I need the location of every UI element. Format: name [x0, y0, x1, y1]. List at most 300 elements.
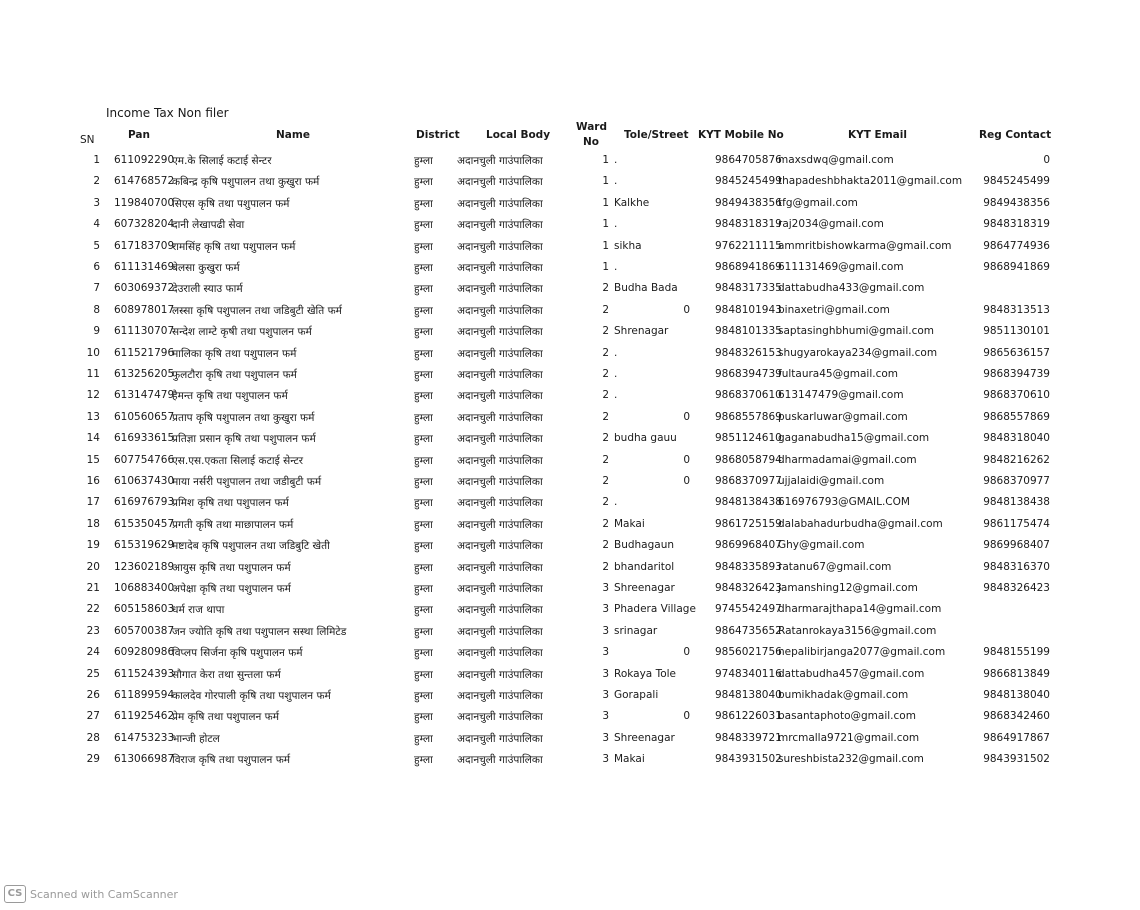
cell-district: हुम्ला	[414, 476, 433, 488]
header-sn: SN	[80, 134, 95, 146]
cell-sn: 4	[93, 218, 100, 231]
cell-email: 611131469@gmail.com	[778, 261, 904, 273]
cell-local-body: अदानचुली गाउंपालिका	[457, 497, 543, 510]
cell-ward: 2	[602, 410, 609, 423]
table-row	[0, 579, 1140, 600]
cell-name: दानी लेखापढी सेवा	[172, 219, 245, 232]
cell-district: हुम्ला	[414, 754, 433, 767]
cell-mobile: 9848326153	[715, 346, 782, 359]
cell-tole: srinagar	[614, 624, 658, 637]
cell-sn: 26	[86, 689, 100, 701]
cell-tole: Makai	[614, 753, 645, 766]
cell-district: हुम्ला	[414, 219, 433, 232]
cell-pan: 611925462	[114, 710, 175, 723]
cell-mobile: 9848339721	[715, 731, 782, 744]
table-row	[0, 686, 1140, 707]
cell-tole: .	[614, 218, 618, 231]
cell-ward: 3	[602, 731, 609, 744]
cell-sn: 5	[93, 239, 100, 252]
cell-mobile: 9868370977	[715, 475, 782, 487]
cell-mobile: 9848326423	[715, 582, 782, 594]
table-row	[0, 451, 1140, 472]
cell-pan: 611899594	[114, 689, 175, 701]
cell-sn: 2	[93, 175, 100, 188]
cell-reg-contact: 9848316370	[983, 560, 1050, 573]
cell-mobile: 9861725159	[715, 517, 782, 530]
cell-local-body: अदानचुली गाउंपालिका	[457, 347, 543, 360]
cell-name: सिएस कृषि तथा पशुपालन फर्म	[172, 197, 290, 210]
cell-mobile: 9868394739	[715, 368, 782, 380]
cell-mobile: 9868941869	[715, 261, 782, 273]
cell-district: हुम्ला	[414, 583, 433, 595]
table-row	[0, 707, 1140, 728]
cell-tole: sikha	[614, 239, 642, 252]
cell-tole: bhandaritol	[614, 560, 675, 573]
cell-tole: budha gauu	[614, 432, 677, 445]
cell-name: एस.एस.एकता सिलाई कटाई सेन्टर	[172, 454, 304, 467]
cell-ward: 1	[602, 154, 609, 166]
cell-local-body: अदानचुली गाउंपालिका	[457, 711, 543, 724]
cell-email: dattabudha457@gmail.com	[778, 667, 925, 680]
cell-reg-contact: 9848326423	[983, 582, 1050, 594]
cell-tole: .	[614, 175, 618, 188]
cell-sn: 7	[93, 282, 100, 295]
cell-mobile: 9845245499	[715, 175, 782, 188]
cell-district: हुम्ला	[414, 518, 433, 531]
cell-mobile: 9869968407	[715, 539, 782, 552]
cell-sn: 10	[86, 346, 100, 359]
cell-ward: 3	[602, 582, 609, 594]
cell-reg-contact: 9843931502	[983, 753, 1050, 766]
cell-reg-contact: 9869968407	[983, 539, 1050, 552]
table-row	[0, 558, 1140, 579]
cell-district: हुम्ला	[414, 283, 433, 296]
cell-tole: .	[614, 389, 618, 402]
cell-tole: Shreenagar	[614, 582, 675, 594]
cell-email: gaganabudha15@gmail.com	[778, 432, 930, 445]
cell-local-body: अदानचुली गाउंपालिका	[457, 262, 543, 274]
cell-email: dattabudha433@gmail.com	[778, 282, 925, 295]
cell-district: हुम्ला	[414, 197, 433, 210]
cell-pan: 609280986	[114, 646, 175, 659]
cell-email: dharmarajthapa14@gmail.com	[778, 603, 942, 616]
cell-ward: 3	[602, 646, 609, 659]
cell-local-body: अदानचुली गाउंपालिका	[457, 754, 543, 767]
cell-email: binaxetri@gmail.com	[778, 303, 890, 316]
cell-local-body: अदानचुली गाउंपालिका	[457, 647, 543, 660]
cell-mobile: 9848318319	[715, 218, 782, 231]
cell-pan: 607754766	[114, 453, 175, 466]
cell-district: हुम्ला	[414, 433, 433, 446]
cell-pan: 614753233	[114, 731, 175, 744]
cell-ward: 1	[602, 218, 609, 231]
cell-tole: Rokaya Tole	[614, 667, 676, 680]
cell-email: 613147479@gmail.com	[778, 389, 904, 402]
cell-district: हुम्ला	[414, 411, 433, 424]
cell-tole: Phadera Village	[614, 603, 696, 616]
cell-mobile: 9861226031	[715, 710, 782, 723]
watermark-text: Scanned with CamScanner	[30, 887, 178, 901]
cell-sn: 18	[86, 517, 100, 530]
cell-local-body: अदानचुली गाउंपालिका	[457, 283, 543, 296]
table-row	[0, 279, 1140, 300]
cell-local-body: अदानचुली गाउंपालिका	[457, 176, 543, 189]
cell-ward: 2	[602, 368, 609, 380]
table-row	[0, 194, 1140, 215]
cell-email: basantaphoto@gmail.com	[778, 710, 916, 723]
header-ward-no: No	[582, 136, 599, 148]
cell-name: एम.के सिलाई कटाई सेन्टर	[172, 155, 272, 167]
cell-sn: 12	[86, 389, 100, 402]
cell-reg-contact: 9868557869	[983, 410, 1050, 423]
camscanner-logo-icon: CS	[4, 885, 26, 903]
document-title: Income Tax Non filer	[106, 106, 229, 120]
cell-email: 616976793@GMAIL.COM	[778, 496, 910, 509]
table-row	[0, 408, 1140, 429]
cell-name: लस्सा कृषि पशुपालन तथा जडिबुटी खेति फर्म	[172, 304, 342, 317]
cell-mobile: 9848317335	[715, 282, 782, 295]
cell-local-body: अदानचुली गाउंपालिका	[457, 476, 543, 488]
cell-sn: 14	[86, 432, 100, 445]
cell-district: हुम्ला	[414, 304, 433, 317]
cell-ward: 1	[602, 196, 609, 209]
cell-pan: 607328204	[114, 218, 175, 231]
cell-pan: 611131469	[114, 261, 175, 273]
table-row	[0, 429, 1140, 450]
cell-tole: .	[614, 154, 618, 166]
cell-sn: 17	[86, 496, 100, 509]
cell-local-body: अदानचुली गाउंपालिका	[457, 390, 543, 403]
cell-email: dalabahadurbudha@gmail.com	[778, 517, 943, 530]
cell-local-body: अदानचुली गाउंपालिका	[457, 540, 543, 553]
header-district: District	[416, 129, 460, 141]
cell-ward: 3	[602, 710, 609, 723]
cell-name: प्रेम कृषि तथा पशुपालन फर्म	[172, 711, 279, 724]
cell-ward: 2	[602, 539, 609, 552]
header-reg-contact: Reg Contact	[979, 129, 1052, 141]
cell-email: Ghy@gmail.com	[778, 539, 865, 552]
cell-sn: 21	[86, 582, 100, 594]
cell-district: हुम्ला	[414, 711, 433, 724]
header-tole: Tole/Street	[624, 129, 689, 141]
cell-ward: 1	[602, 239, 609, 252]
cell-reg-contact: 9866813849	[983, 667, 1050, 680]
cell-reg-contact: 9868342460	[983, 710, 1050, 723]
cell-sn: 9	[93, 325, 100, 338]
cell-reg-contact: 9868941869	[983, 261, 1050, 273]
cell-tole-number: 0	[683, 453, 690, 466]
cell-reg-contact: 9851130101	[983, 325, 1050, 338]
cell-mobile: 9856021756	[715, 646, 782, 659]
cell-name: आयुस कृषि तथा पशुपालन फर्म	[172, 561, 291, 574]
table-row	[0, 643, 1140, 664]
cell-name: कालदेव गोरपाली कृषि तथा पशुपालन फर्म	[172, 690, 331, 702]
table-row	[0, 515, 1140, 536]
cell-local-body: अदानचुली गाउंपालिका	[457, 433, 543, 446]
cell-name: कबिन्द्र कृषि पशुपालन तथा कुखुरा फर्म	[172, 176, 320, 189]
cell-name: धर्म राज थापा	[172, 604, 225, 617]
cell-ward: 2	[602, 496, 609, 509]
header-local-body: Local Body	[486, 129, 551, 141]
cell-email: puskarluwar@gmail.com	[778, 410, 908, 423]
cell-ward: 3	[602, 603, 609, 616]
cell-ward: 2	[602, 346, 609, 359]
cell-email: ammritbishowkarma@gmail.com	[778, 239, 952, 252]
table-row	[0, 151, 1140, 172]
cell-mobile: 9868557869	[715, 410, 782, 423]
cell-sn: 24	[86, 646, 100, 659]
cell-district: हुम्ला	[414, 668, 433, 681]
cell-reg-contact: 9849438356	[983, 196, 1050, 209]
cell-tole: Budha Bada	[614, 282, 678, 295]
table-row	[0, 386, 1140, 407]
table-row	[0, 665, 1140, 686]
cell-name: प्रगती कृषि तथा माछापालन फर्म	[172, 518, 294, 531]
cell-ward: 3	[602, 624, 609, 637]
header-name: Name	[276, 129, 310, 141]
cell-reg-contact: 9848138438	[983, 496, 1050, 509]
cell-sn: 27	[86, 710, 100, 723]
table-row	[0, 493, 1140, 514]
cell-reg-contact: 9848318040	[983, 432, 1050, 445]
cell-reg-contact: 9864917867	[983, 731, 1050, 744]
cell-ward: 1	[602, 175, 609, 188]
cell-tole: Shreenagar	[614, 731, 675, 744]
cell-mobile: 9851124610	[715, 432, 782, 445]
table-row	[0, 237, 1140, 258]
cell-email: thapadeshbhakta2011@gmail.com	[778, 175, 963, 188]
cell-pan: 605158603	[114, 603, 175, 616]
cell-email: nepalibirjanga2077@gmail.com	[778, 646, 946, 659]
cell-local-body: अदानचुली गाउंपालिका	[457, 326, 543, 339]
cell-name: सौगात केरा तथा सुन्तला फर्म	[172, 668, 281, 681]
cell-tole: .	[614, 346, 618, 359]
table-row	[0, 536, 1140, 557]
cell-local-body: अदानचुली गाउंपालिका	[457, 668, 543, 681]
cell-sn: 29	[86, 753, 100, 766]
header-pan: Pan	[128, 129, 150, 141]
cell-district: हुम्ला	[414, 454, 433, 467]
cell-pan: 616933615	[114, 432, 175, 445]
cell-tole-number: 0	[683, 646, 690, 659]
cell-sn: 3	[93, 196, 100, 209]
table-row	[0, 365, 1140, 386]
cell-district: हुम्ला	[414, 155, 433, 167]
cell-sn: 22	[86, 603, 100, 616]
cell-pan: 603069372	[114, 282, 175, 295]
table-row	[0, 172, 1140, 193]
cell-reg-contact: 0	[1043, 154, 1050, 166]
cell-reg-contact: 9848138040	[983, 689, 1050, 701]
cell-name: अपेक्षा कृषि तथा पशुपालन फर्म	[172, 583, 291, 595]
cell-sn: 6	[93, 261, 100, 273]
cell-email: sureshbista232@gmail.com	[778, 753, 924, 766]
cell-reg-contact: 9861175474	[983, 517, 1050, 530]
cell-email: jamanshing12@gmail.com	[778, 582, 918, 594]
cell-sn: 28	[86, 731, 100, 744]
scanner-watermark	[4, 885, 178, 903]
cell-district: हुम्ला	[414, 240, 433, 253]
cell-local-body: अदानचुली गाउंपालिका	[457, 625, 543, 638]
cell-mobile: 9848138040	[715, 689, 782, 701]
cell-pan: 611521796	[114, 346, 175, 359]
cell-ward: 2	[602, 560, 609, 573]
cell-district: हुम्ला	[414, 732, 433, 745]
cell-reg-contact: 9868370610	[983, 389, 1050, 402]
cell-mobile: 9849438356	[715, 196, 782, 209]
cell-mobile: 9848101335	[715, 325, 782, 338]
cell-district: हुम्ला	[414, 497, 433, 510]
cell-name: बेलसा कुखुरा फर्म	[172, 262, 240, 274]
cell-reg-contact: 9865636157	[983, 346, 1050, 359]
cell-mobile: 9848335893	[715, 560, 782, 573]
cell-pan: 119840700	[114, 196, 175, 209]
cell-local-body: अदानचुली गाउंपालिका	[457, 219, 543, 232]
cell-local-body: अदानचुली गाउंपालिका	[457, 411, 543, 424]
header-email: KYT Email	[848, 129, 907, 141]
cell-sn: 19	[86, 539, 100, 552]
cell-local-body: अदानचुली गाउंपालिका	[457, 583, 543, 595]
cell-name: प्रताप कृषि पशुपालन तथा कुखुरा फर्म	[172, 411, 315, 424]
cell-reg-contact: 9864774936	[983, 239, 1050, 252]
cell-pan: 615319629	[114, 539, 175, 552]
cell-tole-number: 0	[683, 710, 690, 723]
cell-reg-contact: 9848313513	[983, 303, 1050, 316]
cell-email: raj2034@gmail.com	[778, 218, 884, 231]
cell-ward: 2	[602, 389, 609, 402]
cell-email: tfg@gmail.com	[778, 196, 858, 209]
cell-local-body: अदानचुली गाउंपालिका	[457, 561, 543, 574]
cell-tole: Gorapali	[614, 689, 659, 701]
header-mobile: KYT Mobile No	[698, 129, 784, 141]
cell-pan: 610560657	[114, 410, 175, 423]
cell-email: maxsdwq@gmail.com	[778, 154, 894, 166]
cell-local-body: अदानचुली गाउंपालिका	[457, 240, 543, 253]
table-row	[0, 215, 1140, 236]
table-row	[0, 322, 1140, 343]
cell-ward: 2	[602, 432, 609, 445]
table-row	[0, 301, 1140, 322]
cell-email: shugyarokaya234@gmail.com	[778, 346, 938, 359]
cell-reg-contact: 9845245499	[983, 175, 1050, 188]
cell-email: mrcmalla9721@gmail.com	[778, 731, 920, 744]
cell-name: जन ज्योति कृषि तथा पशुपालन सस्था लिमिटेड	[172, 625, 347, 638]
table-row	[0, 729, 1140, 750]
cell-email: Ratanrokaya3156@gmail.com	[778, 624, 937, 637]
cell-pan: 610637430	[114, 475, 175, 487]
cell-name: विराज कृषि तथा पशुपालन फर्म	[172, 754, 291, 767]
cell-name: भान्जी होटल	[172, 732, 220, 745]
cell-mobile: 9762211115	[715, 239, 782, 252]
cell-tole: Kalkhe	[614, 196, 650, 209]
cell-mobile: 9745542497	[715, 603, 782, 616]
header-ward: Ward	[576, 121, 607, 133]
cell-reg-contact: 9848318319	[983, 218, 1050, 231]
cell-tole: Budhagaun	[614, 539, 675, 552]
cell-local-body: अदानचुली गाउंपालिका	[457, 155, 543, 167]
cell-ward: 2	[602, 453, 609, 466]
cell-district: हुम्ला	[414, 625, 433, 638]
cell-tole-number: 0	[683, 410, 690, 423]
cell-pan: 614768572	[114, 175, 175, 188]
cell-email: saptasinghbhumi@gmail.com	[778, 325, 935, 338]
cell-pan: 615350457	[114, 517, 175, 530]
cell-district: हुम्ला	[414, 390, 433, 403]
cell-tole-number: 0	[683, 303, 690, 316]
cell-tole: .	[614, 496, 618, 509]
cell-district: हुम्ला	[414, 561, 433, 574]
cell-district: हुम्ला	[414, 647, 433, 660]
cell-local-body: अदानचुली गाउंपालिका	[457, 369, 543, 381]
cell-name: मालिका कृषि तथा पशुपालन फर्म	[172, 347, 297, 360]
cell-pan: 611130707	[114, 325, 175, 338]
cell-local-body: अदानचुली गाउंपालिका	[457, 604, 543, 617]
cell-district: हुम्ला	[414, 347, 433, 360]
cell-sn: 11	[86, 368, 100, 380]
cell-email: bumikhadak@gmail.com	[778, 689, 909, 701]
cell-ward: 2	[602, 475, 609, 487]
cell-sn: 1	[93, 154, 100, 166]
cell-pan: 605700387	[114, 624, 175, 637]
cell-ward: 1	[602, 261, 609, 273]
cell-local-body: अदानचुली गाउंपालिका	[457, 690, 543, 702]
cell-pan: 613256205	[114, 368, 175, 380]
cell-ward: 2	[602, 325, 609, 338]
cell-local-body: अदानचुली गाउंपालिका	[457, 732, 543, 745]
cell-mobile: 9843931502	[715, 753, 782, 766]
cell-district: हुम्ला	[414, 326, 433, 339]
cell-name: प्रतिज्ञा प्रसान कृषि तथा पशुपालन फर्म	[172, 433, 316, 446]
cell-district: हुम्ला	[414, 262, 433, 274]
cell-reg-contact: 9868370977	[983, 475, 1050, 487]
cell-mobile: 9864735652	[715, 624, 782, 637]
cell-pan: 613147479	[114, 389, 175, 402]
cell-mobile: 9848101943	[715, 303, 782, 316]
table-row	[0, 344, 1140, 365]
cell-pan: 616976793	[114, 496, 175, 509]
cell-district: हुम्ला	[414, 690, 433, 702]
cell-name: देउराली स्याउ फार्म	[172, 283, 243, 296]
cell-district: हुम्ला	[414, 176, 433, 189]
cell-local-body: अदानचुली गाउंपालिका	[457, 197, 543, 210]
cell-name: रामसिंह कृषि तथा पशुपालन फर्म	[172, 240, 296, 253]
cell-ward: 2	[602, 282, 609, 295]
cell-sn: 25	[86, 667, 100, 680]
cell-mobile: 9848138438	[715, 496, 782, 509]
cell-tole: .	[614, 368, 618, 380]
cell-tole: Makai	[614, 517, 645, 530]
cell-ward: 3	[602, 689, 609, 701]
cell-name: सन्देश लाम्टे कृषी तथा पशुपालन फर्म	[172, 326, 312, 339]
cell-tole: Shrenagar	[614, 325, 669, 338]
cell-mobile: 9748340116	[715, 667, 782, 680]
cell-email: dharmadamai@gmail.com	[778, 453, 917, 466]
cell-ward: 2	[602, 517, 609, 530]
cell-tole: .	[614, 261, 618, 273]
cell-reg-contact: 9868394739	[983, 368, 1050, 380]
cell-ward: 3	[602, 753, 609, 766]
cell-mobile: 9868370610	[715, 389, 782, 402]
cell-local-body: अदानचुली गाउंपालिका	[457, 518, 543, 531]
cell-local-body: अदानचुली गाउंपालिका	[457, 454, 543, 467]
cell-pan: 611524393	[114, 667, 175, 680]
cell-pan: 106883400	[114, 582, 175, 594]
cell-district: हुम्ला	[414, 369, 433, 381]
cell-local-body: अदानचुली गाउंपालिका	[457, 304, 543, 317]
cell-sn: 8	[93, 303, 100, 316]
cell-ward: 3	[602, 667, 609, 680]
cell-sn: 23	[86, 624, 100, 637]
